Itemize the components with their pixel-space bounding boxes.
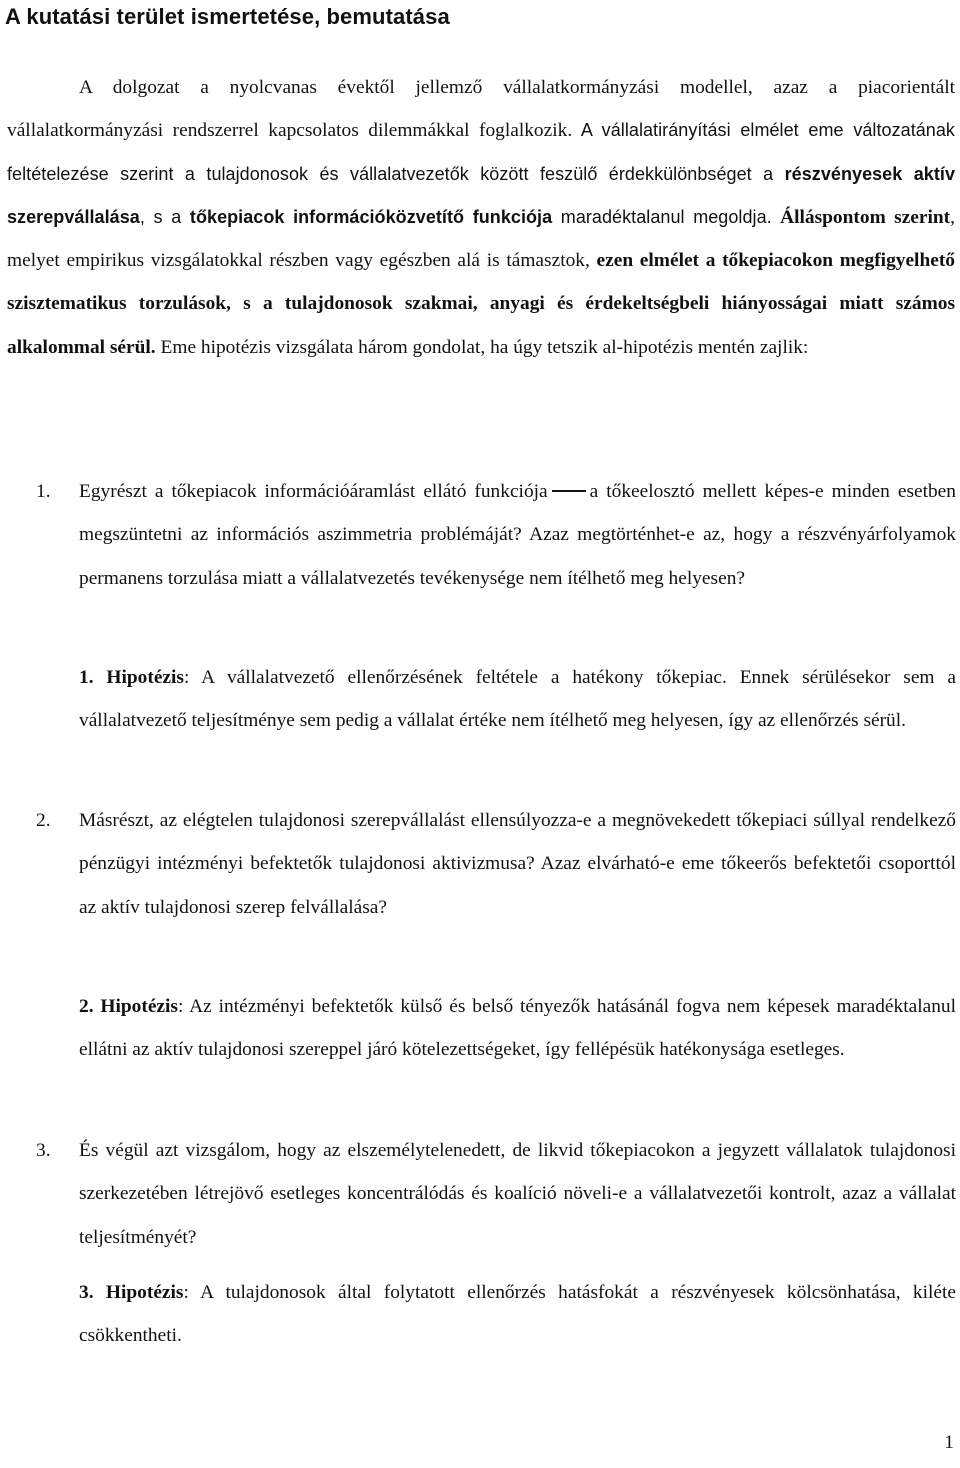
page-number: 1 bbox=[944, 1432, 954, 1453]
list-item-text-part-a: Egyrészt a tőkepiacok információáramlást ellátó funkciója bbox=[79, 481, 548, 502]
list-item-number: 1. bbox=[36, 481, 51, 502]
intro-sentence-2a: A vállalatirányítási elmélet eme változatának feltételezése szerint a tulajdonosok és vállalatvezetők között feszülő érdekkülönbséget a bbox=[7, 120, 955, 184]
hypothesis-1 bbox=[79, 656, 956, 743]
intro-sentence-3b: , melyet empirikus vizsgálatokkal részben vagy egészben alá is támasztok, bbox=[7, 206, 955, 272]
list-item-text: Másrészt, az elégtelen tulajdonosi szerepvállalást ellensúlyozza-e a megnövekedett tőkepiaci súllyal rendelkező pénzügyi intézményi befektetők tulajdonosi aktivizmusa? Azaz elvárható-e eme tőkeerős befektetői csoporttól az aktív tulajdonosi szerep felvállalása? bbox=[79, 810, 956, 918]
intro-emphasis-shareholders: részvényesek aktív szerepvállalása bbox=[7, 163, 956, 227]
list-item-text-part-b: a tőkeelosztó mellett képes-e minden esetben megszüntetni az információs aszimmetria problémáját? Azaz megtörténhet-e az, hogy a részvényárfolyamok permanens torzulása miatt a vállalatvezetés tevékenysége nem ítélhető meg helyesen? bbox=[79, 481, 956, 589]
intro-sentence-2e: maradéktalanul megoldja. bbox=[552, 206, 772, 227]
intro-emphasis-thesis: ezen elmélet a tőkepiacokon megfigyelhető szisztematikus torzulások, s a tulajdonosok szakmai, anyagi és érdekeltségbeli hiányosságai miatt számos alkalommal sérül. bbox=[7, 250, 955, 358]
intro-emphasis-position: Álláspontom szerint bbox=[771, 206, 951, 228]
list-item-text bbox=[79, 470, 956, 600]
list-item-number: 2. bbox=[36, 810, 51, 831]
hypothesis-label: 1. Hipotézis bbox=[79, 667, 184, 688]
list-item-number: 3. bbox=[36, 1140, 51, 1161]
intro-sentence-2c: , s a bbox=[139, 206, 190, 227]
hypothesis-3 bbox=[79, 1271, 956, 1358]
intro-paragraph bbox=[7, 66, 955, 369]
intro-sentence-4: Eme hipotézis vizsgálata három gondolat, ha úgy tetszik al-hipotézis mentén zajlik: bbox=[155, 336, 809, 358]
hypothesis-text: : Az intézményi befektetők külső és belső tényezők hatásánál fogva nem képesek maradéktalanul ellátni az aktív tulajdonosi szereppel járó kötelezettségeket, így fellépésük hatékonysága esetleges. bbox=[79, 996, 956, 1061]
hypothesis-label: 3. Hipotézis bbox=[79, 1282, 184, 1303]
intro-emphasis-capital-markets: tőkepiacok információközvetítő funkciója bbox=[189, 206, 553, 227]
intro-sentence-1: A dolgozat a nyolcvanas évektől jellemző vállalatkormányzási modellel, azaz a piacorientált vállalatkormányzási rendszerrel kapcsolatos dilemmákkal foglalkozik. bbox=[7, 77, 955, 142]
em-dash bbox=[552, 490, 586, 492]
hypothesis-text: : A tulajdonosok által folytatott ellenőrzés hatásfokát a részvényesek kölcsönhatása, kiléte csökkentheti. bbox=[79, 1282, 956, 1347]
hypothesis-label: 2. Hipotézis bbox=[79, 996, 178, 1017]
section-heading: A kutatási terület ismertetése, bemutatása bbox=[5, 4, 450, 29]
hypothesis-2 bbox=[79, 985, 956, 1072]
list-item-text: És végül azt vizsgálom, hogy az elszemélytelenedett, de likvid tőkepiacokon a jegyzett vállalatok tulajdonosi szerkezetében létrejövő esetleges koncentrálódás és koalíció növeli-e a vállalatvezetői kontrolt, azaz a vállalat teljesítményét? bbox=[79, 1140, 956, 1248]
hypothesis-text: : A vállalatvezető ellenőrzésének feltétele a hatékony tőkepiac. Ennek sérülésekor sem a vállalatvezető teljesítménye sem pedig a vállalat értéke nem ítélhető meg helyesen, így az ellenőrzés sérül. bbox=[79, 667, 956, 732]
